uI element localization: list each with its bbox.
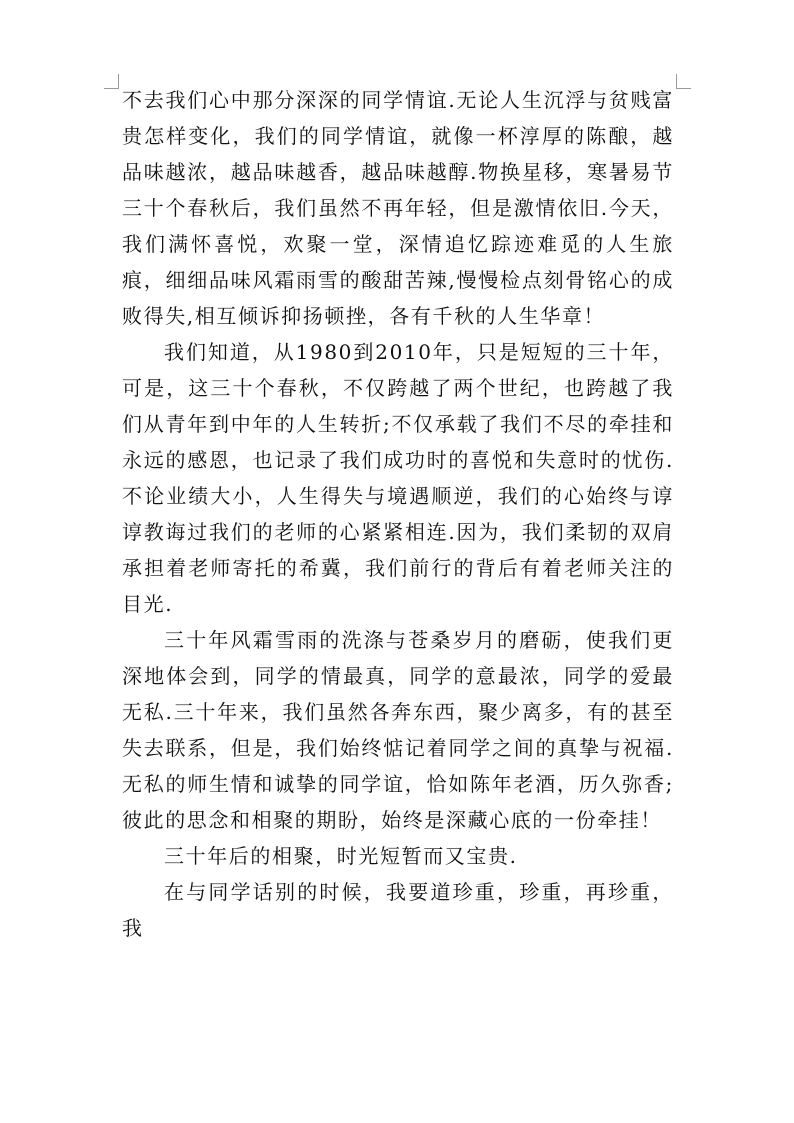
paragraph: 三十年后的相聚，时光短暂而又宝贵. bbox=[164, 844, 518, 868]
document-body bbox=[122, 82, 674, 946]
crop-mark-top-left bbox=[104, 74, 119, 89]
paragraph: 我们知道，从1980到2010年，只是短短的三十年，可是，这三十个春秋，不仅跨越了两个世纪，也跨越了我们从青年到中年的人生转折;不仅承载了我们不尽的牵挂和永远的感恩，也记录了我们成功时的喜悦和失意时的忧伤.不论业绩大小，人生得失与境遇顺逆，我们的心始终与谆谆教诲过我们的老师的心紧紧相连.因为，我们柔韧的双肩承担着老师寄托的希冀，我们前行的背后有着老师关注的目光. bbox=[122, 340, 674, 616]
crop-mark-top-right bbox=[676, 74, 691, 89]
paragraph: 三十年风霜雪雨的洗涤与苍桑岁月的磨砺，使我们更深地体会到，同学的情最真，同学的意最浓，同学的爱最无私.三十年来，我们虽然各奔东西，聚少离多，有的甚至失去联系，但是，我们始终惦记着同学之间的真挚与祝福.无私的师生情和诚挚的同学谊，恰如陈年老酒，历久弥香;彼此的思念和相聚的期盼，始终是深藏心底的一份牵挂！ bbox=[122, 628, 674, 832]
paragraph-continuation: 不去我们心中那分深深的同学情谊.无论人生沉浮与贫贱富贵怎样变化，我们的同学情谊，就像一杯淳厚的陈酿，越品味越浓，越品味越香，越品味越醇.物换星移，寒暑易节三十个春秋后，我们虽然不再年轻，但是激情依旧.今天，我们满怀喜悦，欢聚一堂，深情追忆踪迹难觅的人生旅痕，细细品味风霜雨雪的酸甜苦辣,慢慢检点刻骨铭心的成败得失,相互倾诉抑扬顿挫，各有千秋的人生华章！ bbox=[122, 88, 674, 328]
paragraph: 在与同学话别的时候，我要道珍重，珍重，再珍重，我 bbox=[122, 880, 674, 940]
